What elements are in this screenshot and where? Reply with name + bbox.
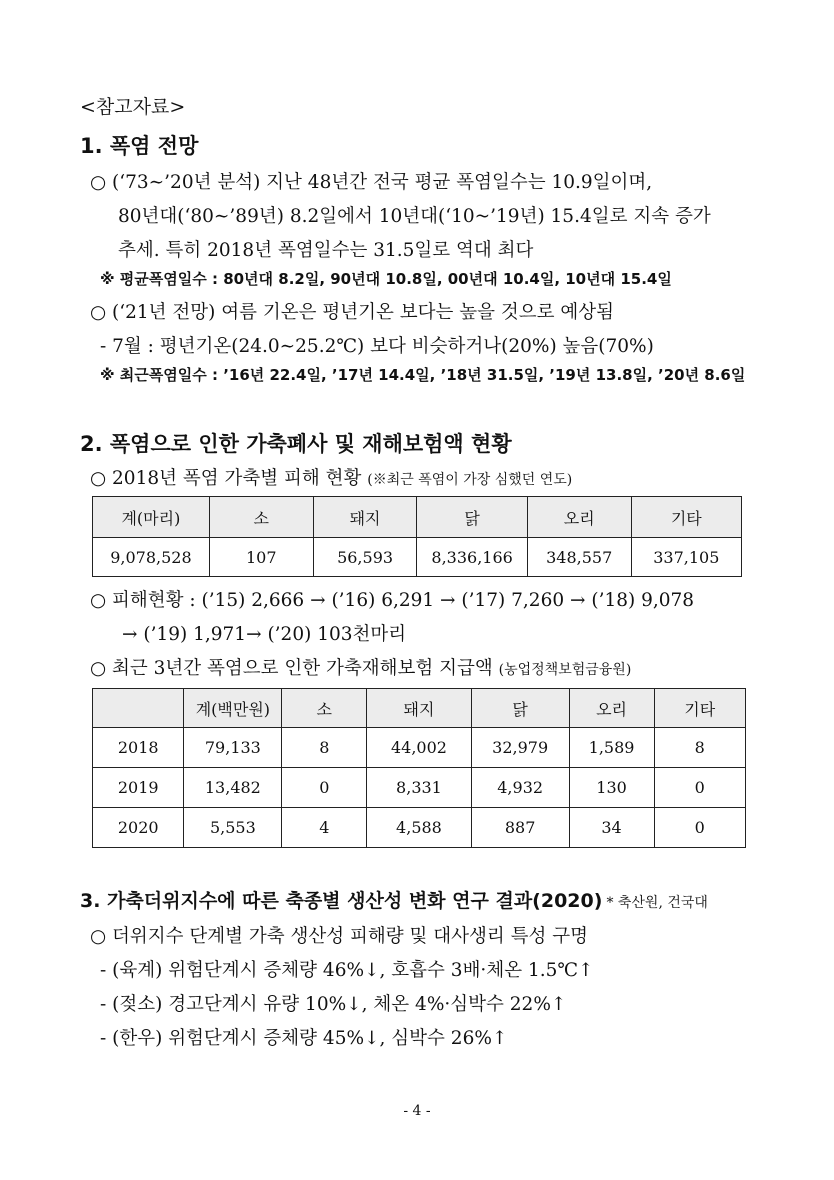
- sec1-bullet1-line1: ○ (‘73∼’20년 분석) 지난 48년간 전국 평균 폭염일수는 10.9일이며,: [90, 172, 653, 193]
- table-header-cell: 돼지: [367, 689, 471, 728]
- sec1-note2: ※ 최근폭염일수 : ’16년 22.4일, ’17년 14.4일, ’18년 31.5일, ’19년 13.8일, ’20년 8.6일: [100, 366, 746, 384]
- table-header-cell: 소: [282, 689, 367, 728]
- table-header-cell: 소: [209, 497, 313, 538]
- section2-heading: 2. 폭염으로 인한 가축폐사 및 재해보험액 현황: [80, 432, 512, 456]
- table-header-cell: 계(마리): [93, 497, 210, 538]
- table-header-cell: 계(백만원): [184, 689, 282, 728]
- table-cell: 2020: [93, 808, 184, 848]
- sec2-bullet1: [90, 464, 572, 490]
- sec1-bullet2: ○ (‘21년 전망) 여름 기온은 평년기온 보다는 높을 것으로 예상됨: [90, 302, 614, 323]
- table-cell: 2019: [93, 768, 184, 808]
- sec2-bullet3: [90, 654, 631, 680]
- table-cell: 0: [654, 768, 746, 808]
- table-cell: 107: [209, 538, 313, 577]
- table-cell: 9,078,528: [93, 538, 210, 577]
- section3-heading: 3. 가축더위지수에 따른 축종별 생산성 변화 연구 결과(2020): [80, 890, 603, 912]
- table-cell: 4,588: [367, 808, 471, 848]
- sec3-dash3: - (한우) 위험단계시 증체량 45%↓, 심박수 26%↑: [100, 1028, 508, 1049]
- table-header-cell: 닭: [471, 689, 569, 728]
- table-header-row: [93, 497, 742, 538]
- sec1-note1: ※ 평균폭염일수 : 80년대 8.2일, 90년대 10.8일, 00년대 10.4일, 10년대 15.4일: [100, 270, 672, 288]
- table-cell: 56,593: [313, 538, 417, 577]
- sec2-bullet2-line2: → (’19) 1,971→ (’20) 103천마리: [122, 624, 407, 645]
- table-cell: 0: [282, 768, 367, 808]
- table-cell: 0: [654, 808, 746, 848]
- table-cell: 130: [569, 768, 654, 808]
- table-header-cell: 돼지: [313, 497, 417, 538]
- page-number: - 4 -: [403, 1103, 431, 1119]
- sec3-dash2: - (젖소) 경고단계시 유량 10%↓, 체온 4%·심박수 22%↑: [100, 994, 567, 1015]
- table-cell: 79,133: [184, 728, 282, 768]
- sec2-bullet1-main: ○ 2018년 폭염 가축별 피해 현황: [90, 468, 362, 489]
- table-header-cell: 기타: [631, 497, 741, 538]
- table-cell: 8: [654, 728, 746, 768]
- sec2-bullet3-main: ○ 최근 3년간 폭염으로 인한 가축재해보험 지급액: [90, 658, 493, 679]
- section1-heading: 1. 폭염 전망: [80, 134, 199, 158]
- table-cell: 1,589: [569, 728, 654, 768]
- table-header-cell: 기타: [654, 689, 746, 728]
- table-row: [93, 728, 746, 768]
- sec1-bullet1-line2: 80년대(‘80∼’89년) 8.2일에서 10년대(‘10~’19년) 15.4일로 지속 증가: [118, 206, 711, 227]
- reference-title: <참고자료>: [80, 96, 186, 118]
- sec2-bullet2-line1: ○ 피해현황 : (’15) 2,666 → (’16) 6,291 → (’17) 7,260 → (’18) 9,078: [90, 590, 695, 611]
- table-cell: 4: [282, 808, 367, 848]
- table-cell: 8: [282, 728, 367, 768]
- table-row: [93, 768, 746, 808]
- table-cell: 34: [569, 808, 654, 848]
- table-header-row: [93, 689, 746, 728]
- table-cell: 348,557: [527, 538, 631, 577]
- table-row: [93, 538, 742, 577]
- table-header-cell: 오리: [569, 689, 654, 728]
- table-cell: 13,482: [184, 768, 282, 808]
- insurance-table: [92, 688, 746, 848]
- table-row: [93, 808, 746, 848]
- sec1-bullet1-line3: 추세. 특히 2018년 폭염일수는 31.5일로 역대 최다: [118, 240, 534, 261]
- table-cell: 4,932: [471, 768, 569, 808]
- table-cell: 887: [471, 808, 569, 848]
- table-cell: 337,105: [631, 538, 741, 577]
- section3-heading-note: * 축산원, 건국대: [606, 895, 708, 911]
- sec3-dash1: - (육계) 위험단계시 증체량 46%↓, 호흡수 3배·체온 1.5℃↑: [100, 960, 594, 981]
- section3-heading-line: [80, 886, 708, 913]
- table-cell: 8,331: [367, 768, 471, 808]
- table-cell: 44,002: [367, 728, 471, 768]
- damage-table-2018: [92, 496, 742, 577]
- table-header-cell: 오리: [527, 497, 631, 538]
- sec3-bullet1: ○ 더위지수 단계별 가축 생산성 피해량 및 대사생리 특성 구명: [90, 926, 588, 947]
- table-header-cell: 닭: [417, 497, 527, 538]
- sec2-bullet1-note: (※최근 폭염이 가장 심했던 연도): [367, 472, 573, 488]
- table-cell: 2018: [93, 728, 184, 768]
- table-cell: 32,979: [471, 728, 569, 768]
- table-cell: 8,336,166: [417, 538, 527, 577]
- table-header-cell: [93, 689, 184, 728]
- table-cell: 5,553: [184, 808, 282, 848]
- sec2-bullet3-note: (농업정책보험금융원): [498, 662, 632, 678]
- sec1-dash1: - 7월 : 평년기온(24.0∼25.2℃) 보다 비슷하거나(20%) 높음(70%): [100, 336, 654, 357]
